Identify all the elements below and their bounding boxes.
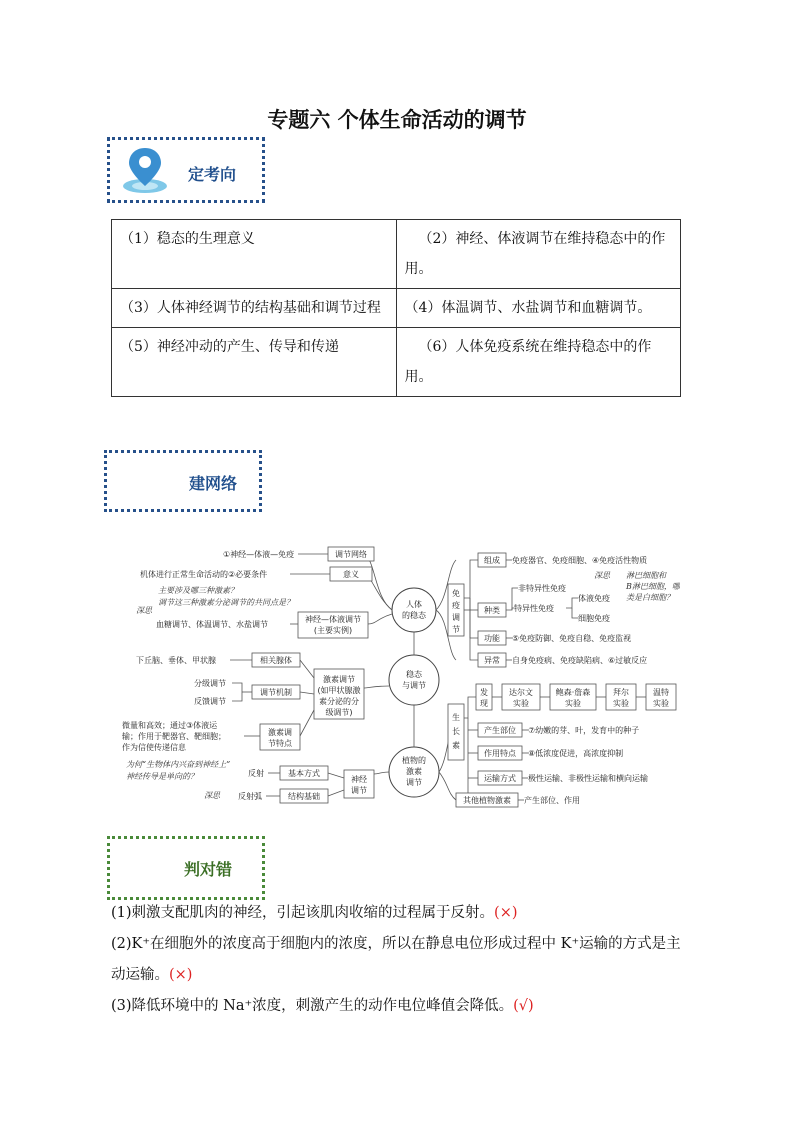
- abn-box-label: 异常: [484, 656, 500, 665]
- type-box-label: 种类: [484, 606, 500, 615]
- abn-text: 自身免疫病、免疫缺陷病、⑥过敏反应: [512, 656, 648, 665]
- feat-box-line1: 激素调: [268, 728, 292, 737]
- immune-c1: 免: [452, 589, 460, 598]
- hub-center: [389, 655, 439, 705]
- mech-a-text: 分级调节: [194, 679, 226, 688]
- directions-label: 定考向: [188, 165, 237, 184]
- hub-human: [392, 588, 436, 632]
- hand-note-3b: 神经传导是单向的？: [126, 772, 198, 781]
- trans-box-label: 运输方式: [484, 774, 516, 783]
- comp-box-label: 组成: [484, 556, 500, 565]
- judge-badge: [107, 836, 265, 900]
- hand-note-4a: 淋巴细胞和: [626, 571, 666, 580]
- horm-box-line2: (如甲状腺激: [317, 686, 361, 695]
- growth-c2: 长: [452, 727, 460, 736]
- n3-box-line1: 神经—体液调节: [305, 615, 361, 624]
- feat-line1: 微量和高效；通过③体液运: [122, 721, 218, 730]
- judge-item-1: [111, 898, 691, 929]
- hand-note-4b: B淋巴细胞，哪: [626, 582, 680, 591]
- arc-text: 反射弧: [238, 792, 262, 801]
- hub-plant-line2: 激素: [406, 767, 422, 776]
- glands-text: 下丘脑、垂体、甲状腺: [136, 656, 216, 665]
- nerve-box-line2: 调节: [351, 786, 367, 795]
- table-row: [112, 220, 681, 289]
- site-box-label: 产生部位: [484, 726, 516, 735]
- deep-think-tag: 深思: [136, 606, 152, 615]
- immune-c4: 节: [452, 625, 460, 634]
- char-box-label: 作用特点: [484, 749, 516, 758]
- judge-item-2: [111, 929, 691, 991]
- horm-box-line4: 级调节): [325, 708, 353, 717]
- feat-box-line2: 节特点: [268, 739, 292, 748]
- n2-text: 机体进行正常生命活动的②必要条件: [140, 570, 268, 579]
- horm-box-line3: 素分泌的分: [319, 697, 359, 706]
- n1-text: ①神经—体液—免疫: [223, 550, 295, 559]
- hub-center-line2: 与调节: [402, 681, 426, 690]
- judge-item-text: (3)降低环境中的 Na⁺浓度，刺激产生的动作电位峰值会降低。: [111, 998, 514, 1014]
- hub-center-line1: 稳态: [406, 670, 422, 679]
- table-cell: （1）稳态的生理意义: [112, 220, 397, 289]
- mech-b-text: 反馈调节: [194, 697, 226, 706]
- hub-plant-line3: 调节: [406, 778, 422, 787]
- deep-think-tag-2: 深思: [204, 791, 220, 800]
- growth-c1: 生: [452, 713, 460, 722]
- n1-box-label: 调节网络: [335, 550, 367, 559]
- n3-text: 血糖调节、体温调节、水盐调节: [156, 620, 268, 629]
- table-cell: （3）人体神经调节的结构基础和调节过程: [112, 289, 397, 328]
- exp-2-line2: 实验: [565, 699, 581, 708]
- judge-item-text: (2)K⁺在细胞外的浓度高于细胞内的浓度，所以在静息电位形成过程中 K⁺运输的方式是主动运输。: [111, 936, 681, 983]
- exp-3-line1: 拜尔: [613, 688, 629, 697]
- site-text: ⑦幼嫩的芽、叶，发育中的种子: [528, 726, 640, 735]
- type-a-text: 非特异性免疫: [518, 584, 566, 593]
- hub-human-line1: 人体: [406, 600, 422, 609]
- char-text: ⑧低浓度促进，高浓度抑制: [528, 749, 624, 758]
- table-row: [112, 289, 681, 328]
- hand-note-1: 主要涉及哪三种激素？: [158, 586, 238, 595]
- exp-4-line2: 实验: [653, 699, 669, 708]
- immune-c3: 调: [452, 613, 460, 622]
- exp-4-line1: 温特: [653, 688, 669, 697]
- type-c-text: 体液免疫: [578, 594, 610, 603]
- network-label: 建网络: [189, 474, 238, 493]
- exp-3-line2: 实验: [613, 699, 629, 708]
- trans-text: 极性运输、非极性运输和横向运输: [528, 774, 648, 783]
- judge-item-mark: (√): [513, 998, 534, 1014]
- judge-item-3: [111, 991, 691, 1022]
- mech-box-label: 调节机制: [260, 688, 292, 697]
- page-title: 专题六 个体生命活动的调节: [267, 108, 527, 132]
- hand-note-4c: 类是白细胞？: [626, 593, 674, 602]
- judge-label: 判对错: [184, 860, 233, 879]
- table-cell: （2）神经、体液调节在维持稳态中的作用。: [396, 220, 681, 289]
- horm-box-line1: 激素调节: [323, 675, 355, 684]
- exp-1-line1: 达尔文: [509, 688, 533, 697]
- feat-line2: 输；作用于靶器官、靶细胞；: [122, 732, 226, 741]
- table-cell: （6）人体免疫系统在维持稳态中的作用。: [396, 328, 681, 397]
- hand-note-3a: 为何“生物体内兴奋到神经上”: [126, 760, 231, 769]
- func-box-label: 功能: [484, 634, 500, 643]
- judge-item-text: (1)刺激支配肌肉的神经，引起该肌肉收缩的过程属于反射。: [111, 905, 495, 921]
- feat-line3: 作为信使传递信息: [122, 743, 186, 752]
- type-d-text: 细胞免疫: [578, 614, 610, 623]
- reflex-box-label: 基本方式: [288, 769, 320, 778]
- hand-note-2: 调节这三种激素分泌调节的共同点是？: [158, 598, 294, 607]
- reflex-text: 反射: [248, 769, 264, 778]
- deep-think-tag-3: 深思: [594, 571, 610, 580]
- table-cell: （5）神经冲动的产生、传导和传递: [112, 328, 397, 397]
- location-pin-icon: [120, 144, 170, 196]
- func-text: ⑤免疫防御、免疫自稳、免疫监视: [512, 634, 632, 643]
- disc-c1: 发: [480, 688, 488, 697]
- n2-box-label: 意义: [343, 570, 359, 579]
- other-box-label: 其他植物激素: [463, 796, 511, 805]
- comp-text: 免疫器官、免疫细胞、④免疫活性物质: [512, 556, 648, 565]
- directions-badge: [107, 137, 265, 203]
- other-text: 产生部位、作用: [524, 796, 580, 805]
- judge-item-mark: (×): [494, 905, 518, 921]
- hub-human-line2: 的稳态: [402, 611, 426, 620]
- exp-1-line2: 实验: [513, 699, 529, 708]
- exp-2-line1: 鲍森·詹森: [555, 688, 591, 697]
- disc-c2: 现: [480, 699, 488, 708]
- table-cell: （4）体温调节、水盐调节和血糖调节。: [396, 289, 681, 328]
- nerve-box-line1: 神经: [351, 775, 367, 784]
- n3-box-line2: (主要实例): [313, 626, 353, 635]
- glands-box-label: 相关腺体: [260, 656, 292, 665]
- growth-c3: 素: [452, 741, 460, 750]
- network-badge: [104, 450, 262, 512]
- table-row: [112, 328, 681, 397]
- arc-box-label: 结构基础: [288, 792, 320, 801]
- judge-item-mark: (×): [169, 967, 193, 983]
- hub-plant-line1: 植物的: [402, 756, 426, 765]
- concept-map: [118, 538, 680, 810]
- type-b-text: 特异性免疫: [514, 604, 554, 613]
- immune-c2: 疫: [452, 601, 460, 610]
- directions-table: [111, 219, 681, 397]
